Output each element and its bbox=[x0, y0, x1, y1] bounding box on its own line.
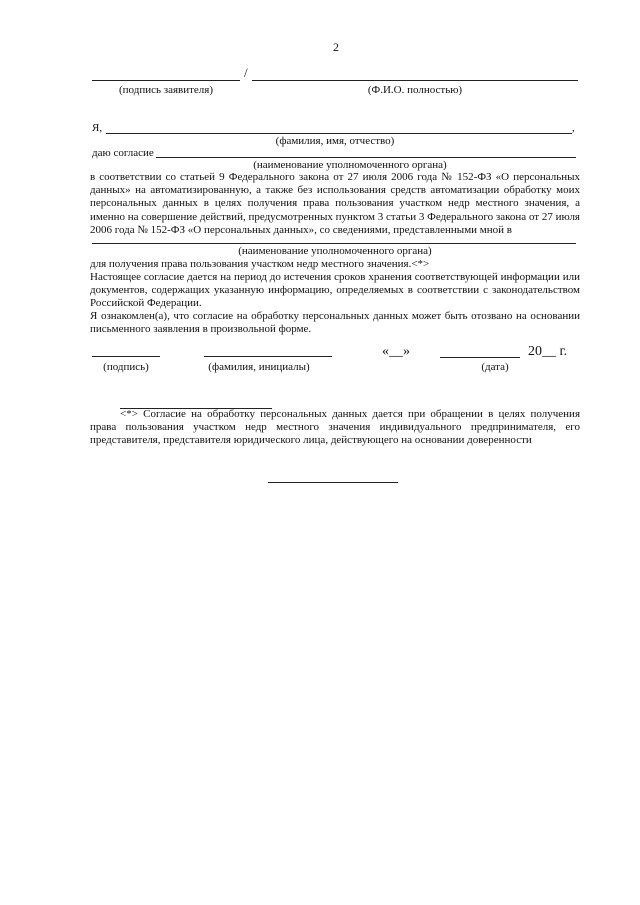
date-year: 20__ г. bbox=[528, 344, 568, 359]
date-month-line bbox=[440, 357, 520, 358]
full-name-label: (Ф.И.О. полностью) bbox=[367, 84, 463, 96]
name-initials-line bbox=[204, 356, 332, 357]
footnote-text: <*> Согласие на обработку персональных данных дается при обращении в целях получения права пользования участком недр местного значения индивидуального предпринимателя, его представителя, представителя юридического лица, действующего на основании доверенности bbox=[90, 408, 580, 447]
declarant-prefix: Я, bbox=[92, 122, 103, 134]
authority-caption: (наименование уполномоченного органа) bbox=[238, 245, 432, 257]
full-name-line bbox=[252, 80, 578, 81]
declarant-trailing-mark: , bbox=[572, 122, 575, 134]
applicant-signature-line bbox=[92, 80, 240, 81]
date-label: (дата) bbox=[481, 361, 509, 373]
signature-separator: / bbox=[244, 65, 248, 80]
authority-line bbox=[92, 243, 576, 244]
date-day: «__» bbox=[382, 344, 410, 359]
declarant-name-line bbox=[106, 133, 572, 134]
end-divider bbox=[268, 482, 398, 483]
revocation-paragraph: Я ознакомлен(а), что согласие на обработку персональных данных может быть отозвано на основании письменного заявления в произвольной форме. bbox=[90, 310, 580, 336]
purpose-text: для получения права пользования участком недр местного значения.<*> bbox=[90, 258, 430, 270]
signature-line bbox=[92, 356, 160, 357]
declarant-caption: (фамилия, имя, отчество) bbox=[275, 135, 395, 147]
consent-paragraph: в соответствии со статьей 9 Федерального закона от 27 июля 2006 года № 152-ФЗ «О персональных данных» на автоматизированную, а также без использования средств автоматизации обработку моих персональных данных в целях получения права пользования участком недр местного значения, а именно на совершение действий, предусмотренных пунктом 3 статьи 3 Федерального закона от 27 июля 2006 года № 152-ФЗ «О персональных данных», со сведениями, представленными мной в bbox=[90, 171, 580, 236]
name-initials-label: (фамилия, инициалы) bbox=[208, 361, 310, 373]
validity-paragraph: Настоящее согласие дается на период до истечения сроков хранения соответствующей информации или документов, содержащих указанную информацию, определяемых в соответствии с законодательством Российской Федерации. bbox=[90, 271, 580, 310]
page-number: 2 bbox=[333, 40, 339, 54]
applicant-signature-label: (подпись заявителя) bbox=[118, 84, 214, 96]
consent-authority-line bbox=[156, 157, 576, 158]
consent-authority-caption: (наименование уполномоченного органа) bbox=[253, 159, 447, 171]
signature-label: (подпись) bbox=[103, 361, 149, 373]
consent-prefix: даю согласие bbox=[92, 147, 154, 159]
